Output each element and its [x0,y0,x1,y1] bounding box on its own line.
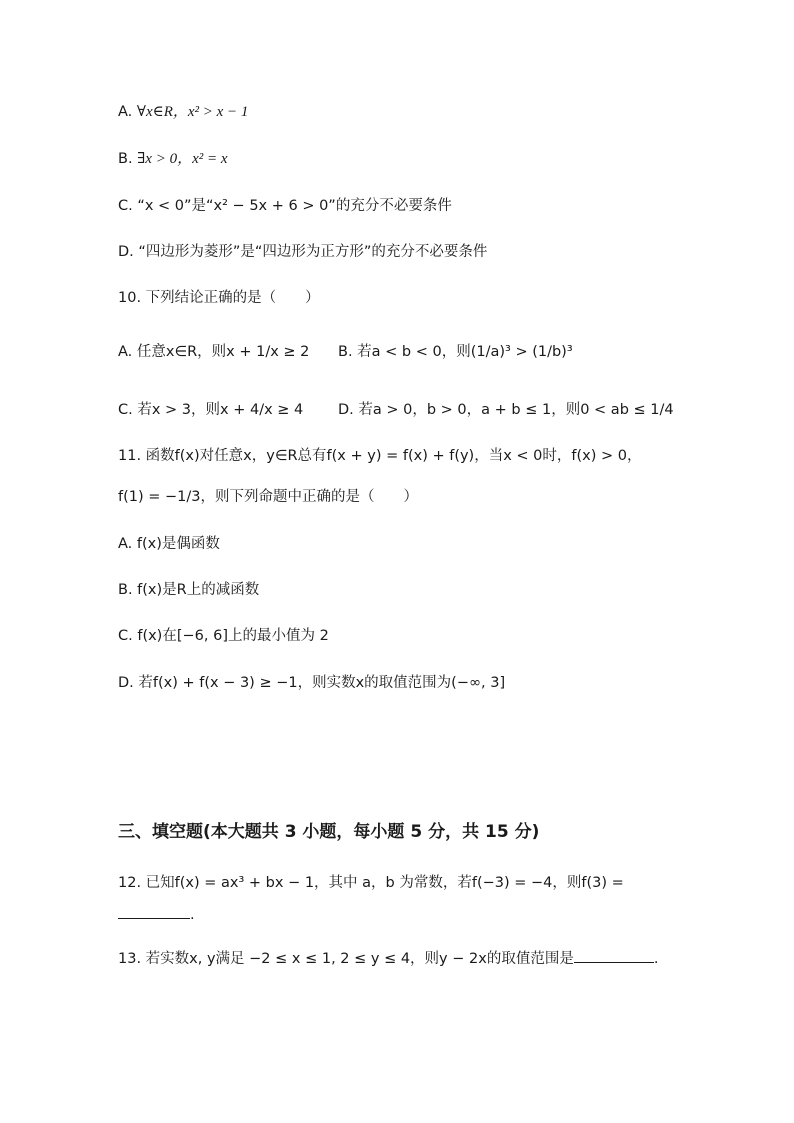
q9-option-b-math: ∃x > 0，x² = x [137,151,228,167]
q11-option-c: C. f(x)在[−6, 6]上的最小值为 2 [118,628,329,644]
q9-option-c-text: “x < 0”是“x² − 5x + 6 > 0”的充分不必要条件 [137,198,452,214]
q9-option-c-label: C. [118,198,133,214]
q10-stem: 10. 下列结论正确的是（ ） [118,290,320,306]
q9-option-b-label: B. [118,151,133,167]
q11-stem-line2: f(1) = −1/3，则下列命题中正确的是（ ） [118,489,418,505]
section-3-heading: 三、填空题(本大题共 3 小题，每小题 5 分，共 15 分) [118,822,540,842]
q13-line [118,948,658,969]
q9-option-a-label: A. [118,104,133,120]
q10-option-a: A. 任意x∈R，则x + 1/x ≥ 2 [118,344,310,360]
q13-answer-blank[interactable] [574,948,654,963]
q11-option-b: B. f(x)是R上的减函数 [118,582,260,598]
q9-option-a-math: ∀x∈R，x² > x − 1 [136,104,249,120]
q12-end-period: . [190,907,195,923]
q11-option-d: D. 若f(x) + f(x − 3) ≥ −1，则实数x的取值范围为(−∞, 3] [118,675,506,691]
q9-option-d [118,242,487,262]
q12-answer-line [118,904,195,925]
q10-option-d: D. 若a > 0，b > 0，a + b ≤ 1，则0 < ab ≤ 1/4 [338,402,674,418]
q13-end-period: . [653,951,659,967]
q9-option-a [118,102,248,122]
q13-text: 13. 若实数x, y满足 −2 ≤ x ≤ 1, 2 ≤ y ≤ 4，则y − 2x的取值范围是 [118,951,574,967]
q11-option-a: A. f(x)是偶函数 [118,536,220,552]
q12-answer-blank[interactable] [118,904,190,919]
q9-option-d-text: “四边形为菱形”是“四边形为正方形”的充分不必要条件 [138,244,488,260]
q9-option-b [118,149,228,169]
q12-text: 12. 已知f(x) = ax³ + bx − 1，其中 a，b 为常数，若f(−3) = −4，则f(3) = [118,875,624,891]
q9-option-c [118,196,452,216]
q10-option-c: C. 若x > 3，则x + 4/x ≥ 4 [118,402,304,418]
q11-stem-line1: 11. 函数f(x)对任意x，y∈R总有f(x + y) = f(x) + f(y)，当x < 0时，f(x) > 0， [118,448,642,464]
q9-option-d-label: D. [118,244,134,260]
q10-option-b: B. 若a < b < 0，则(1/a)³ > (1/b)³ [338,344,573,360]
